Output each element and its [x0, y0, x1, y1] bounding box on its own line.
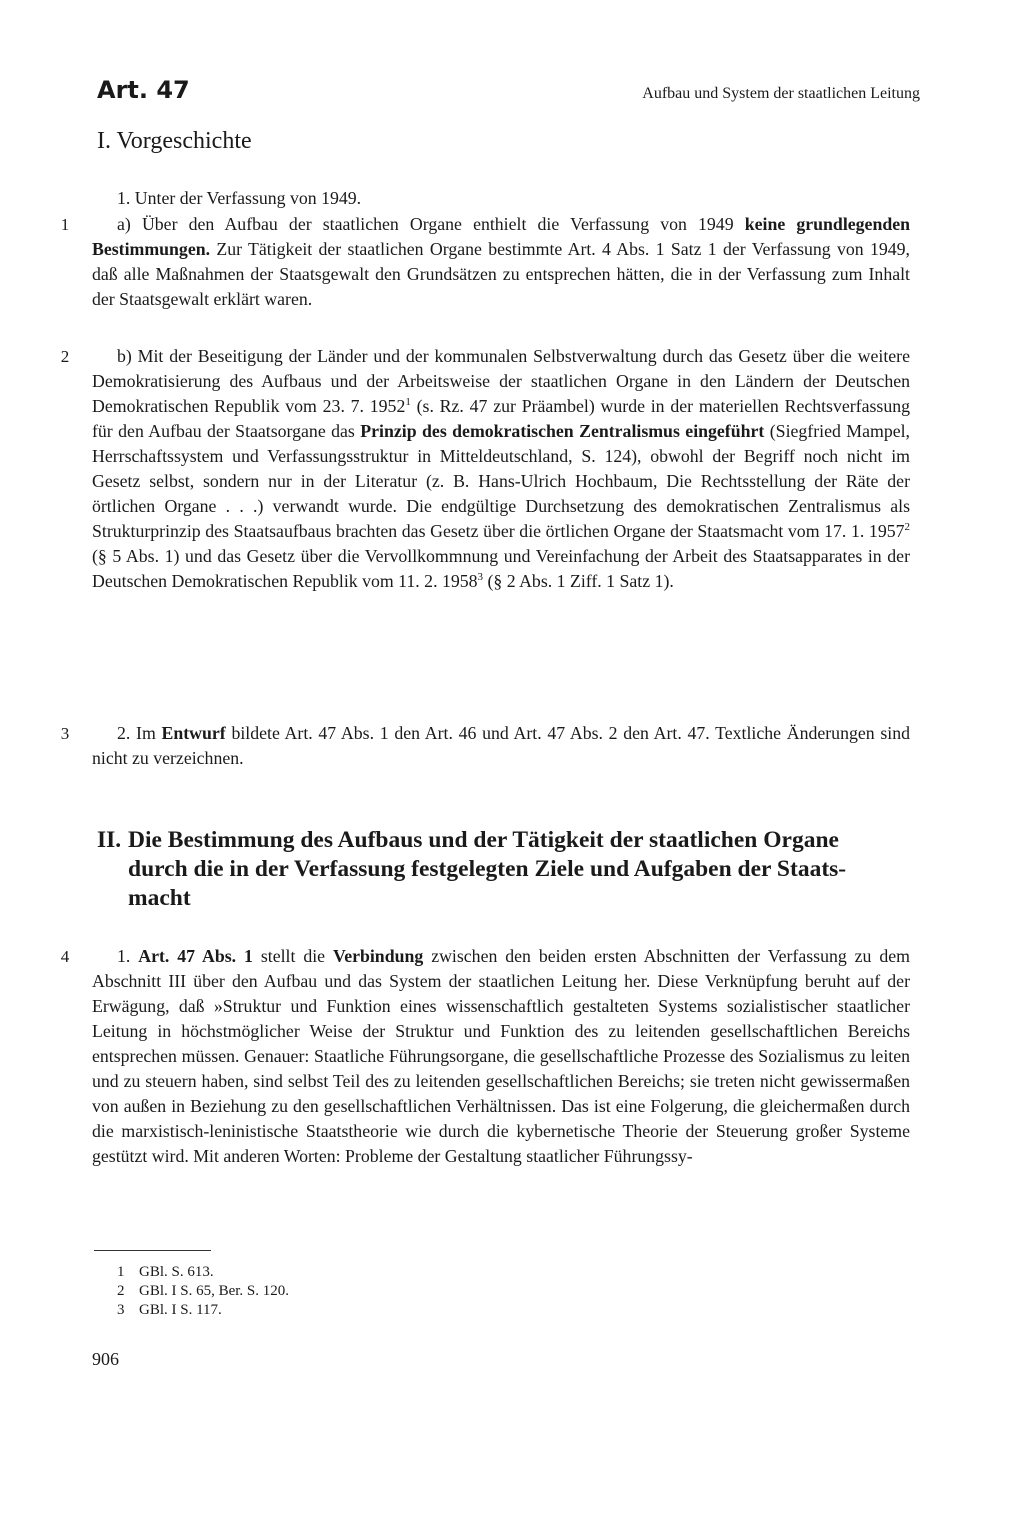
- footnote-ref-2: 2: [904, 521, 910, 533]
- running-head: Aufbau und System der staatlichen Leitung: [642, 85, 920, 102]
- footnotes: [117, 1263, 289, 1320]
- section-heading-2: [97, 826, 920, 913]
- paragraph-1-bold: keine grundlegenden Bestimmungen.: [92, 214, 910, 259]
- margin-number-2: 2: [60, 347, 70, 366]
- paragraph-4-text-b: stellt die: [252, 946, 333, 966]
- footnote-3: [117, 1301, 289, 1320]
- paragraph-4-text-a: 1.: [117, 946, 139, 966]
- footnote-2: [117, 1282, 289, 1301]
- footnote-rule: [94, 1250, 211, 1251]
- footnote-3-number: 3: [117, 1302, 125, 1318]
- footnote-2-number: 2: [117, 1283, 125, 1299]
- footnote-2-text: GBl. I S. 65, Ber. S. 120.: [139, 1283, 290, 1299]
- section-2-title-line-1: Die Bestimmung des Aufbaus und der Tätigkeit der staatlichen Organe: [128, 827, 839, 853]
- paragraph-4-bold-b: Verbindung: [332, 946, 424, 966]
- paragraph-2-text-a: b) Mit der Beseitigung der Länder und der kommunalen Selbstverwaltung durch das Gesetz über die weitere Demokratisierung des Aufbaus und der Arbeitsweise der staatlichen Organe in den Ländern der Deutschen Demokratischen Republik vom 23. 7. 1952: [92, 346, 910, 416]
- paragraph-4-bold-a: Art. 47 Abs. 1: [138, 946, 253, 966]
- page-number: 906: [92, 1349, 119, 1369]
- section-2-title-line-3: macht: [128, 885, 191, 911]
- paragraph-4: [92, 944, 910, 1169]
- margin-number-3: 3: [60, 724, 70, 743]
- paragraph-2-text-b: (s. Rz. 47 zur Präambel) wurde in der materiellen Rechtsverfassung für den Aufbau der Staatsorgane das: [92, 396, 911, 441]
- footnote-ref-1: 1: [405, 396, 411, 408]
- paragraph-3: [92, 721, 910, 771]
- paragraph-1-text-a: a) Über den Aufbau der staatlichen Organe enthielt die Verfassung von 1949: [117, 214, 745, 234]
- section-2-title-line-2: durch die in der Verfassung festgelegten Ziele und Aufgaben der Staats-: [128, 856, 847, 882]
- subsection-heading: 1. Unter der Verfassung von 1949.: [117, 188, 362, 208]
- paragraph-4-text-c: zwischen den beiden ersten Abschnitten der Verfassung zu dem Abschnitt III über den Aufbau und das System der staatlichen Leitung her. Diese Verknüpfung beruht auf der Erwägung, daß »Struktur und Funktion eines wissenschaftlich gestalteten Systems sozialistischer staatlicher Leitung in höchstmöglicher Weise der Struktur und Funktion des zu leitenden gesellschaftlichen Bereichs entsprechen müssen. Genauer: Staatliche Führungsorgane, die gesellschaftliche Prozesse des Sozialismus zu leiten und zu steuern haben, sind selbst Teil des zu leitenden gesellschaftlichen Bereichs; sie treten nicht gewissermaßen von außen in Beziehung zu den gesellschaftlichen Verhältnissen. Das ist eine Folgerung, die gleichermaßen durch die marxistisch-leninistische Staatstheorie wie durch die kybernetische Theorie der Steuerung großer Systeme gestützt wird. Mit anderen Worten: Probleme der Gestaltung staatlicher Führungssy-: [92, 946, 910, 1166]
- section-2-number: II.: [97, 827, 122, 853]
- paragraph-2-text-e: (§ 2 Abs. 1 Ziff. 1 Satz 1).: [483, 571, 674, 591]
- paragraph-3-text-b: bildete Art. 47 Abs. 1 den Art. 46 und Art. 47 Abs. 2 den Art. 47. Textliche Änderungen sind nicht zu verzeichnen.: [92, 723, 910, 768]
- paragraph-3-text-a: 2. Im: [117, 723, 162, 743]
- footnote-ref-3: 3: [477, 571, 484, 583]
- paragraph-3-bold: Entwurf: [161, 723, 226, 743]
- footnote-1-number: 1: [117, 1264, 125, 1280]
- article-number: Art. 47: [97, 76, 190, 104]
- footnote-1-text: GBl. S. 613.: [139, 1264, 214, 1280]
- paragraph-2-bold: Prinzip des demokratischen Zentralismus eingeführt: [360, 421, 765, 441]
- footnote-1: [117, 1263, 289, 1282]
- margin-number-4: 4: [60, 947, 70, 966]
- section-heading-1: I. Vorgeschichte: [97, 128, 252, 154]
- margin-number-1: 1: [60, 215, 70, 234]
- paragraph-2-text-d: (§ 5 Abs. 1) und das Gesetz über die Vervollkommnung und Vereinfachung der Arbeit des Staatsapparates in der Deutschen Demokratischen Republik vom 11. 2. 1958: [92, 546, 910, 591]
- paragraph-2: [92, 344, 910, 594]
- paragraph-1: [92, 212, 910, 312]
- footnote-3-text: GBl. I S. 117.: [139, 1302, 222, 1318]
- paragraph-2-text-c: (Siegfried Mampel, Herrschaftssystem und Verfassungsstruktur in Mitteldeutschland, S. 124), obwohl der Begriff noch nicht im Gesetz selbst, sondern nur in der Literatur (z. B. Hans-Ulrich Hochbaum, Die Rechtsstellung der Räte der örtlichen Organe . . .) verwandt wurde. Die endgültige Durchsetzung des demokratischen Zentralismus als Strukturprinzip des Staatsaufbaus brachten das Gesetz über die örtlichen Organe der Staatsmacht vom 17. 1. 1957: [92, 421, 910, 541]
- paragraph-1-text-b: Zur Tätigkeit der staatlichen Organe bestimmte Art. 4 Abs. 1 Satz 1 der Verfassung von 1949, daß alle Maßnahmen der Staatsgewalt den Grundsätzen zu entsprechen hätten, die in der Verfassung zum Inhalt der Staatsgewalt erklärt waren.: [92, 239, 910, 309]
